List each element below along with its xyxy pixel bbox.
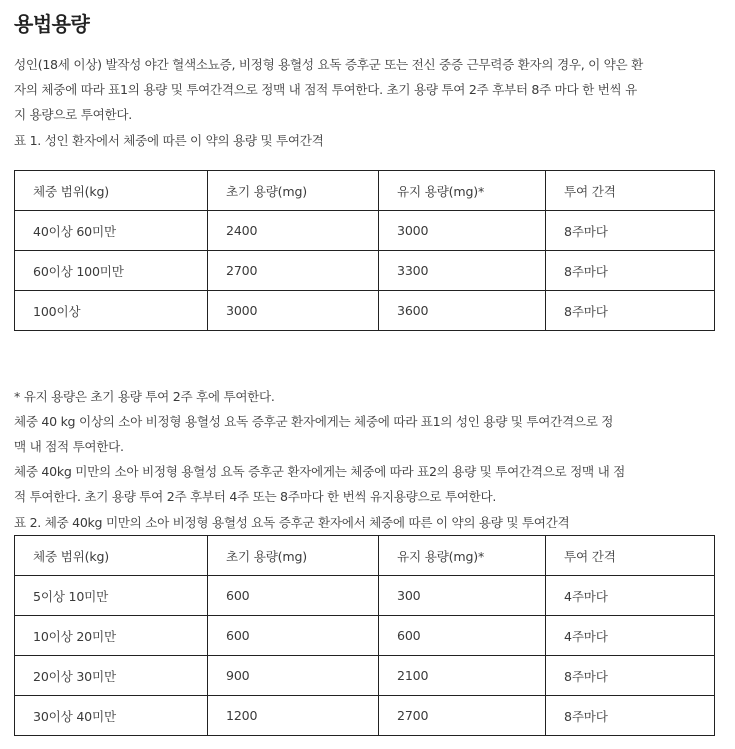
table-cell: 3600	[379, 291, 546, 331]
table-cell: 60이상 100미만	[15, 251, 208, 291]
table2	[14, 535, 715, 736]
table-header-row	[15, 171, 715, 211]
table-cell: 8주마다	[546, 696, 715, 736]
header-cell: 체중 범위(kg)	[15, 536, 208, 576]
intro-paragraph	[14, 52, 643, 127]
table-cell: 20이상 30미만	[15, 656, 208, 696]
table-row	[15, 656, 715, 696]
header-cell: 유지 용량(mg)*	[379, 171, 546, 211]
table-cell: 5이상 10미만	[15, 576, 208, 616]
table-cell: 40이상 60미만	[15, 211, 208, 251]
intro-line: 자의 체중에 따라 표1의 용량 및 투여간격으로 정맥 내 점적 투여한다. 초기 용량 투여 2주 후부터 8주 마다 한 번씩 유	[14, 82, 637, 97]
table-cell: 900	[208, 656, 379, 696]
section-heading: 용법용량	[14, 12, 90, 36]
table-cell: 8주마다	[546, 251, 715, 291]
table-row	[15, 696, 715, 736]
table-cell: 3300	[379, 251, 546, 291]
table-header-row	[15, 536, 715, 576]
table-cell: 10이상 20미만	[15, 616, 208, 656]
note-line: 적 투여한다. 초기 용량 투여 2주 후부터 4주 또는 8주마다 한 번씩 유지용량으로 투여한다.	[14, 489, 497, 504]
table-row	[15, 251, 715, 291]
table-cell: 2100	[379, 656, 546, 696]
table-cell: 2700	[379, 696, 546, 736]
note-line: * 유지 용량은 초기 용량 투여 2주 후에 투여한다.	[14, 389, 275, 404]
header-cell: 투여 간격	[546, 536, 715, 576]
table-row	[15, 616, 715, 656]
table-cell: 100이상	[15, 291, 208, 331]
table1	[14, 170, 715, 331]
table-cell: 4주마다	[546, 576, 715, 616]
notes-paragraph	[14, 384, 625, 509]
note-line: 맥 내 점적 투여한다.	[14, 439, 124, 454]
table2-caption: 표 2. 체중 40kg 미만의 소아 비정형 용혈성 요독 증후군 환자에서 체중에 따른 이 약의 용량 및 투여간격	[14, 515, 570, 530]
header-cell: 체중 범위(kg)	[15, 171, 208, 211]
header-cell: 투여 간격	[546, 171, 715, 211]
table-cell: 3000	[379, 211, 546, 251]
table-cell: 3000	[208, 291, 379, 331]
intro-line: 지 용량으로 투여한다.	[14, 107, 132, 122]
table-cell: 8주마다	[546, 656, 715, 696]
table1-caption: 표 1. 성인 환자에서 체중에 따른 이 약의 용량 및 투여간격	[14, 133, 324, 148]
table-row	[15, 211, 715, 251]
note-line: 체중 40kg 미만의 소아 비정형 용혈성 요독 증후군 환자에게는 체중에 따라 표2의 용량 및 투여간격으로 정맥 내 점	[14, 464, 625, 479]
table-cell: 2700	[208, 251, 379, 291]
intro-line: 성인(18세 이상) 발작성 야간 혈색소뇨증, 비정형 용혈성 요독 증후군 또는 전신 중증 근무력증 환자의 경우, 이 약은 환	[14, 57, 643, 72]
note-line: 체중 40 kg 이상의 소아 비정형 용혈성 요독 증후군 환자에게는 체중에 따라 표1의 성인 용량 및 투여간격으로 정	[14, 414, 614, 429]
table-cell: 30이상 40미만	[15, 696, 208, 736]
table-row	[15, 576, 715, 616]
table-cell: 600	[208, 616, 379, 656]
header-cell: 초기 용량(mg)	[208, 171, 379, 211]
table-cell: 600	[379, 616, 546, 656]
table-cell: 8주마다	[546, 211, 715, 251]
header-cell: 유지 용량(mg)*	[379, 536, 546, 576]
table-cell: 300	[379, 576, 546, 616]
table-row	[15, 291, 715, 331]
table-cell: 1200	[208, 696, 379, 736]
table-cell: 8주마다	[546, 291, 715, 331]
header-cell: 초기 용량(mg)	[208, 536, 379, 576]
table-cell: 600	[208, 576, 379, 616]
table-cell: 2400	[208, 211, 379, 251]
table-cell: 4주마다	[546, 616, 715, 656]
